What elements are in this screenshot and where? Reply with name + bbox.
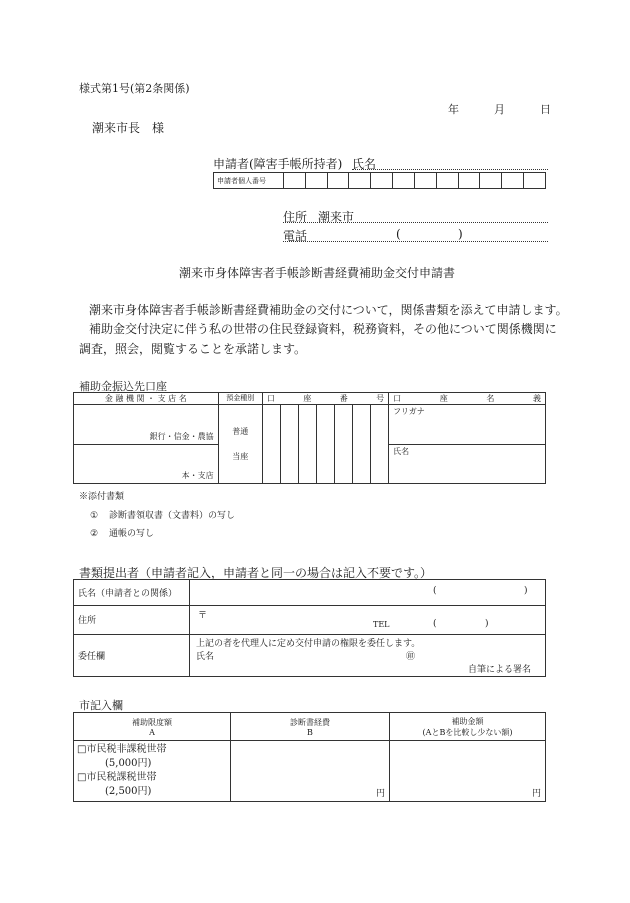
- bank-type-label: 銀行・信金・農協: [149, 431, 214, 441]
- account-number-digit[interactable]: [298, 405, 316, 484]
- city-section-label: 市記入欄: [79, 699, 123, 712]
- personal-number-digit[interactable]: [524, 173, 546, 189]
- col-account-holder-header: [389, 393, 546, 405]
- personal-number-digit[interactable]: [349, 173, 371, 189]
- account-header-char: 番: [339, 394, 348, 403]
- holder-name-label: 氏名: [393, 446, 410, 456]
- tel-paren-open: (: [433, 619, 437, 630]
- applicant-address-label: 住所: [283, 210, 308, 224]
- attachment-number: ①: [90, 511, 99, 521]
- holder-header-char: 座: [439, 394, 448, 403]
- delegation-label: 委任欄: [74, 634, 190, 676]
- personal-number-label: 申請者個人番号: [214, 173, 284, 189]
- addressee: 潮来市長 様: [92, 121, 165, 135]
- applicant-name-label: 氏名: [352, 157, 377, 171]
- col-cost-sub: B: [307, 727, 313, 737]
- date-year-label: 年: [448, 103, 459, 116]
- applicant-phone-label: 電話: [283, 229, 308, 243]
- deposit-type-current: 当座: [232, 452, 249, 462]
- personal-number-digit[interactable]: [480, 173, 502, 189]
- col-subsidy-sub: (AとBを比較し少ない額): [422, 727, 513, 737]
- personal-number-digit[interactable]: [371, 173, 393, 189]
- personal-number-digit[interactable]: [436, 173, 458, 189]
- tel-paren-close: ): [485, 619, 489, 630]
- cost-field[interactable]: [231, 741, 390, 802]
- seal-mark: ㊞: [406, 651, 416, 662]
- holder-furigana-field[interactable]: [389, 405, 546, 444]
- applicant-address-field[interactable]: [283, 222, 548, 223]
- form-number: 様式第1号(第2条関係): [79, 82, 190, 95]
- delegation-text: 上記の者を代理人に定め交付申請の権限を委任します。: [196, 638, 421, 649]
- limit-options-cell: [74, 741, 231, 802]
- col-subsidy-title: 補助金額: [451, 716, 484, 726]
- cost-yen-unit: 円: [375, 789, 385, 799]
- account-header-char: 口: [266, 394, 275, 403]
- personal-number-digit[interactable]: [327, 173, 349, 189]
- holder-header-char: 口: [393, 394, 402, 403]
- attachment-number: ②: [90, 529, 99, 539]
- applicant-address-value: 潮来市: [318, 210, 355, 224]
- account-number-digit[interactable]: [335, 405, 353, 484]
- holder-header-char: 義: [532, 394, 541, 403]
- col-limit-header: [74, 713, 231, 741]
- col-cost-header: [231, 713, 390, 741]
- option-taxable-amount: (2,500円): [105, 786, 152, 797]
- phone-paren-open: (: [396, 227, 401, 241]
- date-month-label: 月: [494, 103, 505, 116]
- col-institution-header: 金 融 機 関 ・ 支 店 名: [74, 393, 219, 405]
- furigana-label: フリガナ: [393, 407, 425, 417]
- bank-section-label: 補助金振込先口座: [79, 380, 167, 393]
- city-use-table: [73, 712, 546, 802]
- bank-account-table: [73, 392, 546, 484]
- submitter-address-label: 住所: [74, 606, 190, 634]
- date-day-label: 日: [540, 103, 551, 116]
- account-number-digit[interactable]: [353, 405, 371, 484]
- applicant-name-field[interactable]: [352, 169, 548, 170]
- postal-mark: 〒: [198, 611, 208, 622]
- delegation-field[interactable]: [190, 634, 546, 676]
- attachment-text: 通帳の写し: [108, 529, 154, 539]
- name-paren-close: ): [524, 586, 528, 596]
- personal-number-digit[interactable]: [458, 173, 480, 189]
- account-header-char: 号: [376, 394, 385, 403]
- attachment-text: 診断書領収書（文書料）の写し: [108, 511, 235, 521]
- personal-number-digit[interactable]: [502, 173, 524, 189]
- deposit-type-field[interactable]: [218, 405, 262, 484]
- body-line-1: 潮来市身体障害者手帳診断書経費補助金の交付について，関係書類を添えて申請します。: [89, 303, 568, 317]
- document-title: 潮来市身体障害者手帳診断書経費補助金交付申請書: [179, 266, 456, 280]
- attachment-item: [90, 508, 235, 521]
- branch-type-label: 本・支店: [181, 471, 214, 480]
- account-number-digit[interactable]: [280, 405, 298, 484]
- subsidy-field[interactable]: [390, 741, 546, 802]
- body-line-3: 調査，照会，閲覧することを承諾します。: [79, 342, 307, 356]
- attachments-label: ※添付書類: [79, 492, 125, 502]
- submitter-table: [73, 579, 546, 677]
- attachment-item: [90, 526, 154, 539]
- account-number-digit[interactable]: [317, 405, 335, 484]
- submitter-address-field[interactable]: [190, 606, 546, 634]
- tel-label: TEL: [373, 620, 390, 630]
- submitter-section-label: 書類提出者（申請者記入，申請者と同一の場合は記入不要です。）: [79, 566, 433, 580]
- bank-name-field[interactable]: [74, 405, 219, 444]
- account-number-digit[interactable]: [262, 405, 280, 484]
- account-number-digit[interactable]: [371, 405, 389, 484]
- personal-number-digit[interactable]: [284, 173, 306, 189]
- personal-number-digit[interactable]: [393, 173, 415, 189]
- col-limit-title: 補助限度額: [132, 717, 172, 727]
- col-subsidy-header: [390, 713, 546, 741]
- delegate-name-label: 氏名: [196, 651, 215, 662]
- col-account-number-header: [262, 393, 388, 405]
- signature-note: 自筆による署名: [468, 664, 532, 675]
- deposit-type-ordinary: 普通: [232, 427, 249, 437]
- holder-header-char: 名: [486, 394, 495, 403]
- personal-number-digit[interactable]: [414, 173, 436, 189]
- option-taxable[interactable]: □市民税課税世帯: [77, 772, 157, 783]
- personal-number-grid: [213, 172, 546, 189]
- subsidy-yen-unit: 円: [531, 789, 541, 799]
- personal-number-digit[interactable]: [305, 173, 327, 189]
- col-deposit-type-header: 預金種別: [218, 393, 262, 405]
- submitter-name-label: 氏名（申請者との関係）: [74, 580, 190, 606]
- body-line-2: 補助金交付決定に伴う私の世帯の住民登録資料，税務資料，その他について関係機関に: [89, 322, 557, 336]
- applicant-phone-field[interactable]: [283, 241, 548, 242]
- option-nontaxable[interactable]: □市民税非課税世帯: [77, 744, 167, 755]
- applicant-label: 申請者(障害手帳所持者): [213, 157, 343, 171]
- branch-name-field[interactable]: [74, 444, 219, 483]
- name-paren-open: (: [433, 586, 437, 596]
- phone-paren-close: ): [458, 227, 463, 241]
- holder-name-field[interactable]: [389, 444, 546, 483]
- col-cost-title: 診断書経費: [290, 717, 330, 727]
- col-limit-sub: A: [149, 727, 155, 737]
- account-header-char: 座: [303, 394, 312, 403]
- option-nontaxable-amount: (5,000円): [105, 758, 152, 769]
- submitter-name-field[interactable]: [190, 580, 546, 606]
